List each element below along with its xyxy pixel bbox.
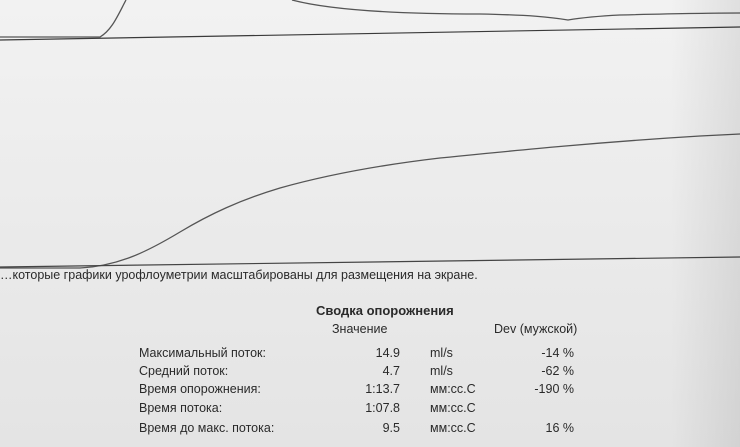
row-label: Время опорожнения:	[139, 382, 261, 396]
scaling-note: …которые графики урофлоуметрии масштабированы для размещения на экране.	[0, 268, 478, 282]
row-unit: мм:сс.С	[430, 421, 476, 435]
row-dev: -62 %	[541, 364, 574, 378]
summary-row-time-to-max	[0, 421, 740, 439]
flow-rate-curve	[0, 0, 740, 37]
graph-separator	[0, 27, 740, 40]
summary-row-voiding-time	[0, 382, 740, 400]
row-dev: -190 %	[534, 382, 574, 396]
row-unit: мм:сс.С	[430, 382, 476, 396]
row-value: 1:07.8	[365, 401, 400, 415]
row-unit: мм:сс.С	[430, 401, 476, 415]
row-dev: 16 %	[545, 421, 574, 435]
header-value: Значение	[332, 322, 388, 336]
row-unit: ml/s	[430, 346, 453, 360]
row-value: 14.9	[375, 346, 400, 360]
summary-title: Сводка опорожнения	[316, 303, 454, 318]
summary-row-avg-flow	[0, 364, 740, 382]
header-dev: Dev (мужской)	[494, 322, 578, 336]
graph-bottom-axis	[0, 257, 740, 267]
row-unit: ml/s	[430, 364, 453, 378]
row-label: Средний поток:	[139, 364, 229, 378]
row-label: Максимальный поток:	[139, 346, 266, 360]
row-value: 9.5	[382, 421, 400, 435]
summary-row-max-flow	[0, 346, 740, 364]
row-value: 1:13.7	[365, 382, 400, 396]
row-label: Время потока:	[139, 401, 223, 415]
voided-volume-curve	[0, 134, 740, 268]
summary-row-flow-time	[0, 401, 740, 419]
row-value: 4.7	[382, 364, 400, 378]
row-dev: -14 %	[541, 346, 574, 360]
page-shadow	[670, 0, 740, 447]
row-label: Время до макс. потока:	[139, 421, 275, 435]
